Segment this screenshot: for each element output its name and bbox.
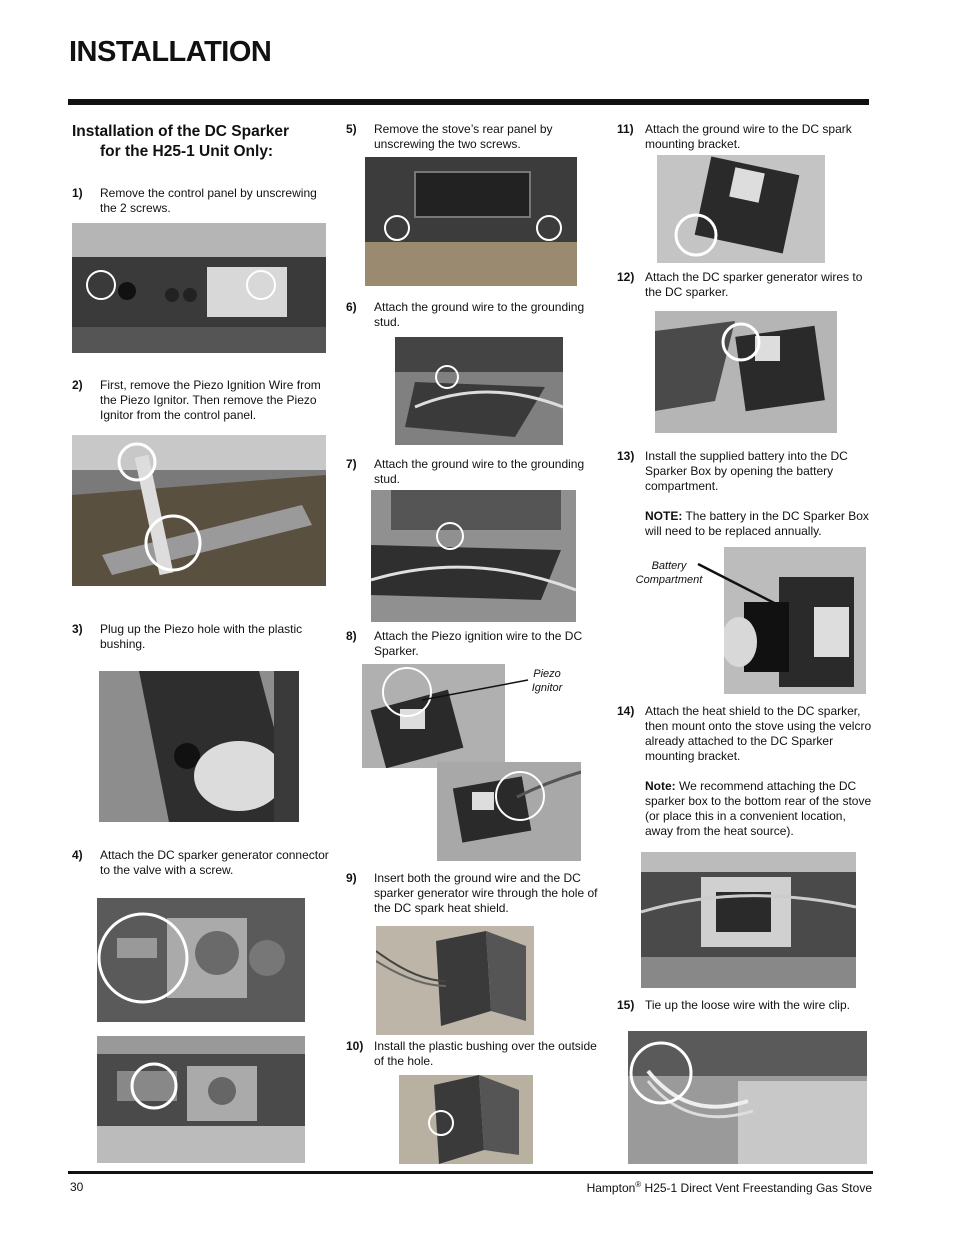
step-number: 6) (346, 300, 357, 314)
step-number: 13) (617, 449, 635, 463)
step-text: Attach the ground wire to the DC spark mounting bracket. (645, 122, 852, 151)
step-2 (72, 378, 332, 423)
step-text: Remove the stove’s rear panel by unscrewing the two screws. (374, 122, 553, 151)
photo-heat-shield-mount (641, 852, 856, 988)
step-text: Insert both the ground wire and the DC sparker generator wire through the hole of the DC spark heat shield. (374, 871, 598, 915)
photo-control-panel (72, 223, 326, 353)
step-note: Note: We recommend attaching the DC sparker box to the bottom rear of the stove (or place this in a convenient location, away from the heat source). (645, 779, 872, 838)
step-11 (617, 122, 873, 152)
step-text: Install the plastic bushing over the outside of the hole. (374, 1039, 597, 1068)
photo-piezo-ignitor (72, 435, 326, 586)
step-number: 14) (617, 704, 635, 718)
step-13 (617, 449, 873, 539)
photo-bushing-outside (399, 1075, 533, 1164)
section-heading-line-2: for the H25-1 Unit Only: (100, 143, 274, 160)
step-number: 11) (617, 122, 634, 136)
step-3 (72, 622, 332, 652)
step-text: Attach the Piezo ignition wire to the DC Sparker. (374, 629, 583, 658)
step-1 (72, 186, 332, 216)
step-number: 2) (72, 378, 83, 392)
step-6 (346, 300, 602, 330)
step-4 (72, 848, 332, 878)
step-text: Remove the control panel by unscrewing the 2 screws. (100, 186, 317, 215)
step-text: Tie up the loose wire with the wire clip. (645, 998, 850, 1012)
step-9 (346, 871, 602, 916)
photo-dc-sparker-2 (437, 762, 581, 861)
photo-plastic-bushing (99, 671, 299, 822)
page-number: 30 (70, 1180, 84, 1194)
photo-mounting-bracket (657, 155, 825, 263)
step-15 (617, 998, 873, 1013)
header-rule (68, 99, 869, 105)
step-5 (346, 122, 602, 152)
step-text: Attach the heat shield to the DC sparker, then mount onto the stove using the velcro already attached to the DC Sparker mounting bracket. (645, 704, 872, 763)
section-heading-line-1: Installation of the DC Sparker (72, 123, 290, 140)
photo-generator-wires (655, 311, 837, 433)
footer-rule (68, 1171, 873, 1174)
section-heading (72, 122, 332, 162)
step-number: 10) (346, 1039, 364, 1053)
page-title: INSTALLATION (69, 36, 272, 68)
step-text: Attach the DC sparker generator connector to the valve with a screw. (100, 848, 329, 877)
step-number: 15) (617, 998, 635, 1012)
footer-title: Hampton® H25-1 Direct Vent Freestanding Gas Stove (586, 1180, 872, 1195)
photo-grounding-stud-1 (395, 337, 563, 445)
battery-leader-line (696, 562, 788, 612)
photo-grounding-stud-2 (371, 490, 576, 622)
step-7 (346, 457, 602, 487)
photo-valve-connector-1 (97, 898, 305, 1022)
step-number: 4) (72, 848, 83, 862)
battery-compartment-label: Battery Compartment (635, 560, 703, 586)
photo-rear-panel (365, 157, 577, 286)
step-note: NOTE: The battery in the DC Sparker Box will need to be replaced annually. (645, 509, 869, 538)
photo-valve-connector-2 (97, 1036, 305, 1163)
step-number: 1) (72, 186, 83, 200)
step-8 (346, 629, 602, 659)
step-text: Install the supplied battery into the DC Sparker Box by opening the battery compartment. (645, 449, 848, 493)
step-number: 7) (346, 457, 357, 471)
step-12 (617, 270, 873, 300)
step-number: 8) (346, 629, 357, 643)
step-text: Attach the DC sparker generator wires to the DC sparker. (645, 270, 863, 299)
step-number: 3) (72, 622, 83, 636)
step-number: 9) (346, 871, 357, 885)
step-text: Attach the ground wire to the grounding stud. (374, 300, 585, 329)
step-text: Plug up the Piezo hole with the plastic bushing. (100, 622, 303, 651)
step-10 (346, 1039, 602, 1069)
step-number: 12) (617, 270, 635, 284)
piezo-ignitor-label: Piezo Ignitor (531, 668, 563, 694)
step-14 (617, 704, 873, 839)
photo-wire-clip (628, 1031, 867, 1164)
photo-heat-shield-hole (376, 926, 534, 1035)
step-text: Attach the ground wire to the grounding stud. (374, 457, 585, 486)
step-text: First, remove the Piezo Ignition Wire from the Piezo Ignitor. Then remove the Piezo Ignitor from the control panel. (100, 378, 321, 422)
piezo-leader-line (420, 676, 530, 706)
step-number: 5) (346, 122, 357, 136)
